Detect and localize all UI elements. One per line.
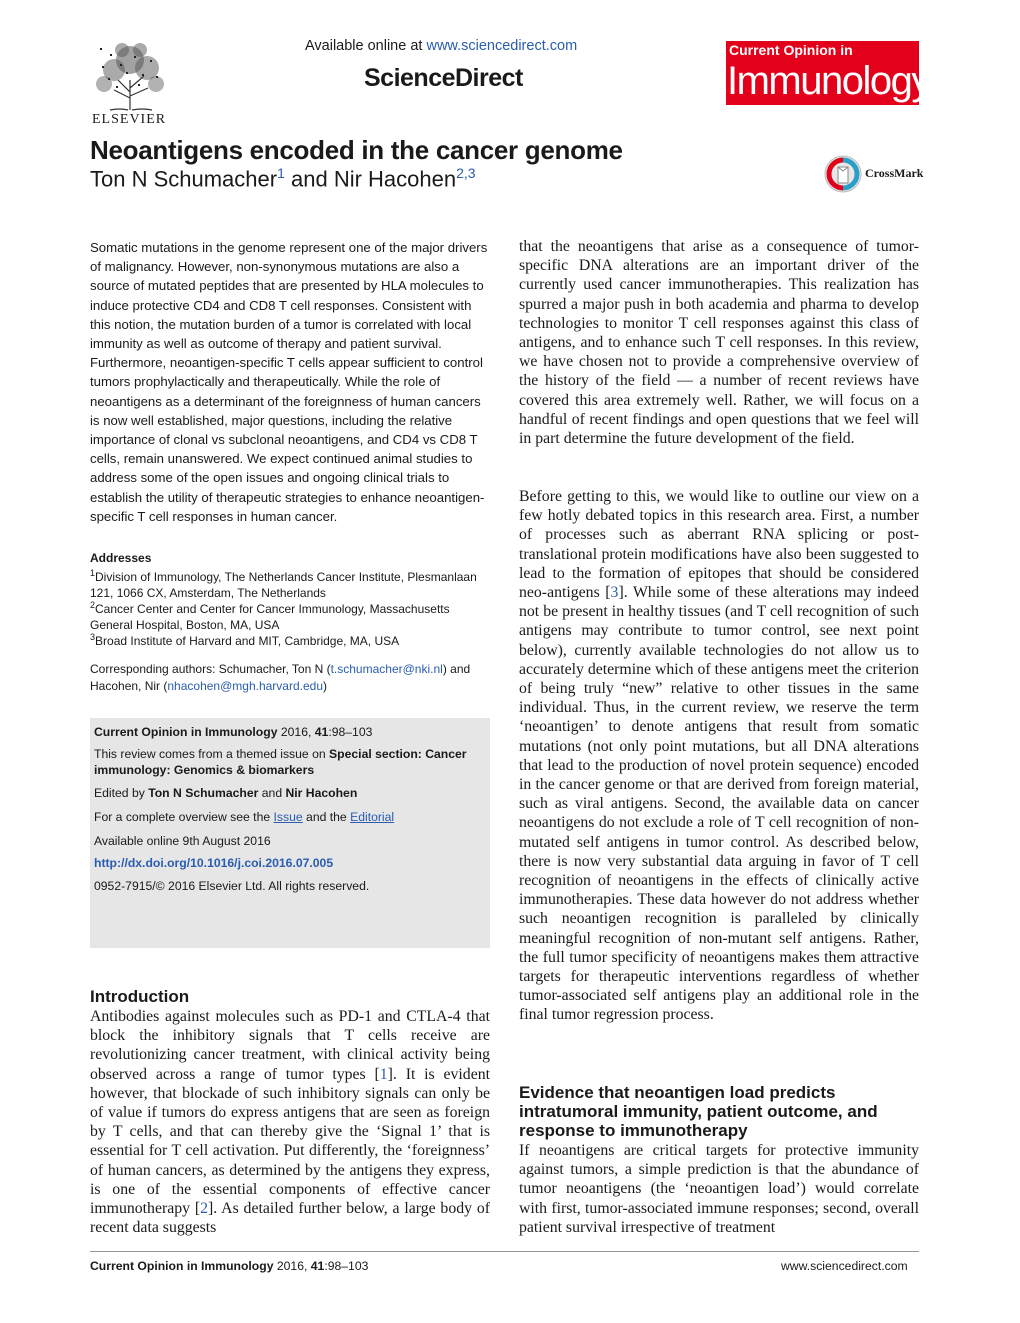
- evidence-section-heading: Evidence that neoantigen load predicts intratumoral immunity, patient outcome, and response to immunotherapy: [519, 1083, 878, 1140]
- p2-text-a: Before getting to this, we would like to outline our view on a few hotly debated topics in this research area. First, a number of processes such as aberrant RNA splicing or post-translational protein modifications have also been suggested to lead to the formation of epitopes that should be considered neo-antigens [: [519, 488, 919, 602]
- footer-volume: 41: [310, 1259, 325, 1273]
- issue-link[interactable]: Issue: [273, 810, 303, 824]
- sciencedirect-brand: ScienceDirect: [364, 64, 523, 92]
- edited-and: and: [258, 786, 286, 800]
- author-1: Ton N Schumacher: [90, 166, 278, 192]
- edited-prefix: Edited by: [94, 786, 149, 800]
- info-themed-issue: [94, 746, 486, 778]
- crossmark-icon[interactable]: [823, 154, 863, 194]
- authors-and: and: [284, 166, 334, 192]
- corresp-mid: ) and Hacohen, Nir (: [90, 662, 471, 693]
- info-volume: 41: [314, 725, 329, 739]
- doi-link[interactable]: http://dx.doi.org/10.1016/j.coi.2016.07.005: [94, 856, 334, 870]
- info-journal: Current Opinion in Immunology: [94, 725, 278, 739]
- footer-year: 2016,: [273, 1259, 311, 1273]
- right-paragraph-1: that the neoantigens that arise as a consequence of tumor-specific DNA alterations are an important driver of the currently used cancer immunotherapies. This realization has spurred a major push in both academia and pharma to develop technologies to monitor T cell responses against this class of antigens, and to enhance such T cell responses. In this review, we have chosen not to provide a comprehensive overview of the history of the field — a number of recent reviews have covered this area extremely well. Rather, we will focus on a handful of recent findings and open questions that we feel will in part determine the future development of the field.: [519, 238, 919, 448]
- editor-2: Nir Hacohen: [285, 786, 358, 800]
- address-2: [90, 597, 490, 633]
- reference-link-3[interactable]: 3: [610, 584, 619, 602]
- footer-url: www.sciencedirect.com: [781, 1259, 908, 1273]
- journal-logo-top: Current Opinion in: [729, 42, 853, 58]
- address-2-number: 2: [90, 600, 96, 610]
- info-overview: [94, 809, 486, 825]
- themed-issue-name: Special section: Cancer immunology: Genomics & biomarkers: [94, 747, 467, 777]
- reference-link-2[interactable]: 2: [200, 1200, 209, 1218]
- address-1-text: Division of Immunology, The Netherlands Cancer Institute, Plesmanlaan 121, 1066 CX, Amsterdam, The Netherlands: [90, 570, 477, 600]
- info-pages: :98–103: [328, 725, 373, 739]
- address-1: [90, 565, 490, 601]
- reference-link-1[interactable]: 1: [379, 1065, 388, 1083]
- right-paragraph-2: [519, 487, 919, 1025]
- email-link-hacohen[interactable]: nhacohen@mgh.harvard.edu: [167, 679, 323, 693]
- email-link-schumacher[interactable]: t.schumacher@nki.nl: [330, 662, 443, 676]
- info-doi: [94, 855, 486, 871]
- introduction-heading: Introduction: [90, 987, 190, 1006]
- introduction-paragraph: [90, 1007, 490, 1237]
- overview-and: and the: [302, 810, 351, 824]
- intro-text-2: ]. It is evident however, that blockade of such inhibitory signals can only be of value if tumors do express antigens that are seen as foreign by T cells, and that can thereby give the ‘Signal 1’ that is essential for T cell activation. Put differently, the ‘foreignness’ of human cancers, as determined by the antigens they express, is one of the essential components of effective cancer immunotherapy [: [90, 1065, 490, 1218]
- address-3-text: Broad Institute of Harvard and MIT, Cambridge, MA, USA: [95, 634, 400, 648]
- themed-prefix: This review comes from a themed issue on: [94, 747, 330, 761]
- info-edited-by: [94, 785, 486, 801]
- footer-divider: [90, 1251, 919, 1252]
- address-3: [90, 629, 490, 649]
- addresses-heading: Addresses: [90, 551, 152, 565]
- abstract: Somatic mutations in the genome represent one of the major drivers of malignancy. However, non-synonymous mutations are also a source of mutated peptides that are presented by HLA molecules to induce protective CD4 and CD8 T cell responses. Consistent with this notion, the mutation burden of a tumor is correlated with local immunity as well as outcome of therapy and patient survival. Furthermore, neoantigen-specific T cells appear sufficient to control tumors prophylactically and therapeutically. While the role of neoantigens as a determinant of the foreignness of human cancers is now well established, major questions, including the relative importance of clonal vs subclonal neoantigens, and CD4 vs CD8 T cells, remain unanswered. We expect continued animal studies to address some of the open issues and ongoing clinical trials to establish the utility of therapeutic strategies to enhance neoantigen-specific T cell responses in human cancer.: [90, 240, 488, 524]
- corresponding-authors: [90, 661, 495, 695]
- journal-logo-box: [726, 41, 930, 105]
- footer-journal: Current Opinion in Immunology: [90, 1259, 274, 1273]
- author-2: Nir Hacohen: [333, 166, 457, 192]
- editorial-link[interactable]: Editorial: [350, 810, 395, 824]
- intro-text-1: Antibodies against molecules such as PD-1 and CTLA-4 that block the inhibitory signals that T cells receive are revolutionizing cancer treatment, with clinical activity being observed across a range of tumor types [: [90, 1008, 490, 1083]
- available-prefix: Available online at: [305, 38, 427, 54]
- address-1-number: 1: [90, 568, 96, 578]
- overview-prefix: For a complete overview see the: [94, 810, 274, 824]
- info-citation: [94, 724, 486, 740]
- corresp-suffix: ): [323, 679, 327, 693]
- available-online-line: [305, 38, 577, 54]
- info-copyright: 0952-7915/© 2016 Elsevier Ltd. All rights reserved.: [94, 879, 370, 893]
- editor-1: Ton N Schumacher: [148, 786, 259, 800]
- journal-logo-main: Immunology: [727, 59, 930, 103]
- article-authors: [90, 165, 476, 192]
- footer-pages: :98–103: [324, 1259, 369, 1273]
- article-info-box: [90, 718, 490, 948]
- info-year: 2016,: [277, 725, 315, 739]
- p2-text-b: ]. While some of these alterations may indeed not be present in healthy tissues (and T cell recognition of such antigens may contribute to tumor control, see next point below), currently available technologies do not allow us to accurately determine which of these antigens meet the criterion of being truly “new” relative to other tissues in the same individual. Thus, in the current review, we reserve the term ‘neoantigen’ to denote antigens that result from somatic mutations (not only point mutations, but all DNA alterations that lead to the production of novel protein sequence) encoded in the cancer genome or that are derived from foreign material, such as viral antigens. Second, the available data on cancer neoantigens do not exclude a role of T cell recognition of non-mutated self antigens in tumor control. As described below, there is now very substantial data arguing in favor of T cell recognition of neoantigens in the effects of clinically active immunotherapies. These data however do not address whether such neoantigen recognition is paralleled by clinically meaningful recognition of non-mutant self antigens. Rather, the full tumor specificity of neoantigens makes them attractive targets for therapeutic interventions regardless of whether tumor-associated self antigens play an additional role in the final tumor regression process.: [519, 584, 920, 1024]
- right-paragraph-3: If neoantigens are critical targets for protective immunity against tumors, a simple prediction is that the abundance of tumor neoantigens (the ‘neoantigen load’) would correlate with first, tumor-associated immune responses; second, overall patient survival irrespective of treatment: [519, 1142, 919, 1236]
- intro-text-3: ]. As detailed further below, a large body of recent data suggests: [90, 1200, 490, 1237]
- author-2-affil[interactable]: 2,3: [456, 165, 476, 181]
- article-title: Neoantigens encoded in the cancer genome: [90, 135, 623, 165]
- address-3-number: 3: [90, 632, 96, 642]
- info-available-online: Available online 9th August 2016: [94, 834, 271, 848]
- address-2-text: Cancer Center and Center for Cancer Immunology, Massachusetts General Hospital, Boston, MA, USA: [90, 602, 450, 632]
- corresp-prefix: Corresponding authors: Schumacher, Ton N (: [90, 662, 331, 676]
- sciencedirect-link[interactable]: www.sciencedirect.com: [426, 38, 578, 54]
- crossmark-label: CrossMark: [865, 166, 924, 180]
- author-1-affil[interactable]: 1: [277, 165, 285, 181]
- publisher-wordmark: ELSEVIER: [92, 112, 167, 127]
- footer-citation: [90, 1259, 368, 1273]
